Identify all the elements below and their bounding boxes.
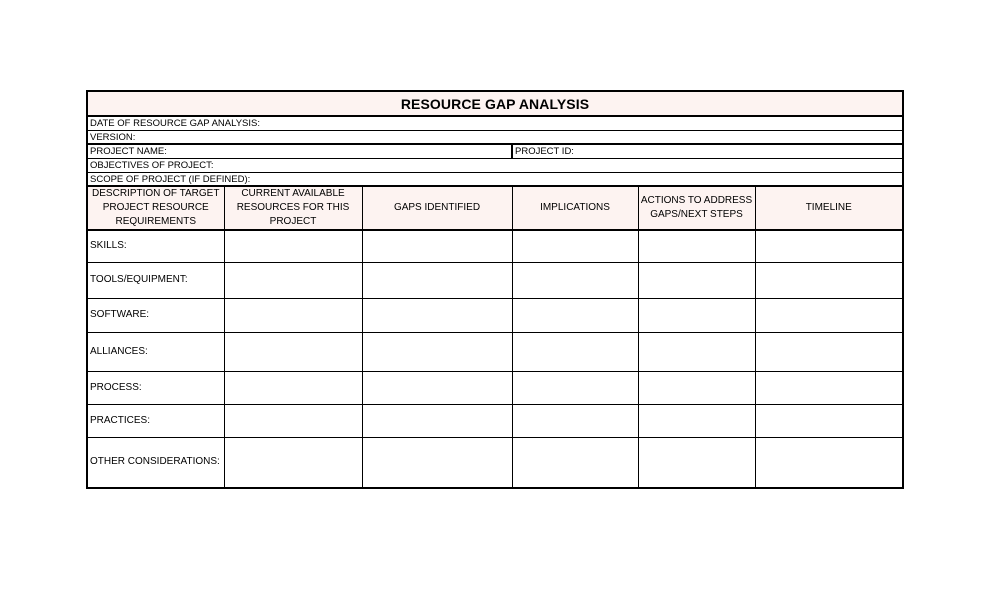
gap-analysis-table — [88, 187, 902, 487]
cell-timeline[interactable] — [755, 262, 902, 298]
cell-current-resources[interactable] — [224, 404, 362, 437]
cell-gaps-identified[interactable] — [362, 371, 512, 404]
cell-current-resources[interactable] — [224, 332, 362, 371]
cell-current-resources[interactable] — [224, 437, 362, 487]
resource-gap-analysis-form — [86, 90, 904, 489]
cell-current-resources[interactable] — [224, 298, 362, 332]
cell-timeline[interactable] — [755, 404, 902, 437]
cell-timeline[interactable] — [755, 371, 902, 404]
header-actions: ACTIONS TO ADDRESS GAPS/NEXT STEPS — [638, 187, 755, 230]
cell-gaps-identified[interactable] — [362, 298, 512, 332]
project-id-cell[interactable] — [513, 145, 902, 158]
cell-implications[interactable] — [512, 437, 638, 487]
cell-actions[interactable] — [638, 437, 755, 487]
project-name-cell[interactable] — [88, 145, 513, 158]
table-row — [88, 230, 902, 262]
cell-implications[interactable] — [512, 230, 638, 262]
row-label-tools-equipment: TOOLS/EQUIPMENT: — [88, 262, 224, 298]
row-label-other-considerations: OTHER CONSIDERATIONS: — [88, 437, 224, 487]
form-title: RESOURCE GAP ANALYSIS — [88, 92, 902, 117]
cell-actions[interactable] — [638, 404, 755, 437]
cell-current-resources[interactable] — [224, 371, 362, 404]
cell-implications[interactable] — [512, 332, 638, 371]
table-row — [88, 371, 902, 404]
header-implications: IMPLICATIONS — [512, 187, 638, 230]
table-row — [88, 298, 902, 332]
cell-gaps-identified[interactable] — [362, 437, 512, 487]
row-label-alliances: ALLIANCES: — [88, 332, 224, 371]
cell-timeline[interactable] — [755, 230, 902, 262]
version-row[interactable] — [88, 131, 902, 145]
cell-actions[interactable] — [638, 332, 755, 371]
row-label-skills: SKILLS: — [88, 230, 224, 262]
header-current-resources: CURRENT AVAILABLE RESOURCES FOR THIS PROJECT — [224, 187, 362, 230]
cell-timeline[interactable] — [755, 437, 902, 487]
project-id-label: PROJECT ID: — [515, 146, 574, 157]
table-row — [88, 332, 902, 371]
row-label-process: PROCESS: — [88, 371, 224, 404]
table-header-row — [88, 187, 902, 230]
row-label-practices: PRACTICES: — [88, 404, 224, 437]
cell-gaps-identified[interactable] — [362, 262, 512, 298]
cell-current-resources[interactable] — [224, 262, 362, 298]
project-name-label: PROJECT NAME: — [90, 146, 167, 157]
cell-timeline[interactable] — [755, 332, 902, 371]
cell-gaps-identified[interactable] — [362, 230, 512, 262]
cell-gaps-identified[interactable] — [362, 332, 512, 371]
cell-current-resources[interactable] — [224, 230, 362, 262]
row-label-software: SOFTWARE: — [88, 298, 224, 332]
cell-actions[interactable] — [638, 230, 755, 262]
cell-implications[interactable] — [512, 262, 638, 298]
date-label: DATE OF RESOURCE GAP ANALYSIS: — [90, 118, 260, 129]
scope-row[interactable] — [88, 173, 902, 187]
scope-label: SCOPE OF PROJECT (IF DEFINED): — [90, 173, 251, 185]
project-row — [88, 145, 902, 159]
cell-timeline[interactable] — [755, 298, 902, 332]
cell-actions[interactable] — [638, 298, 755, 332]
table-row — [88, 437, 902, 487]
cell-implications[interactable] — [512, 404, 638, 437]
header-gaps-identified: GAPS IDENTIFIED — [362, 187, 512, 230]
date-row[interactable] — [88, 117, 902, 131]
cell-implications[interactable] — [512, 371, 638, 404]
objectives-row[interactable] — [88, 159, 902, 173]
objectives-label: OBJECTIVES OF PROJECT: — [90, 160, 214, 171]
table-row — [88, 404, 902, 437]
cell-gaps-identified[interactable] — [362, 404, 512, 437]
version-label: VERSION: — [90, 131, 136, 143]
cell-actions[interactable] — [638, 262, 755, 298]
cell-implications[interactable] — [512, 298, 638, 332]
header-timeline: TIMELINE — [755, 187, 902, 230]
header-description: DESCRIPTION OF TARGET PROJECT RESOURCE REQUIREMENTS — [88, 187, 224, 230]
table-row — [88, 262, 902, 298]
cell-actions[interactable] — [638, 371, 755, 404]
